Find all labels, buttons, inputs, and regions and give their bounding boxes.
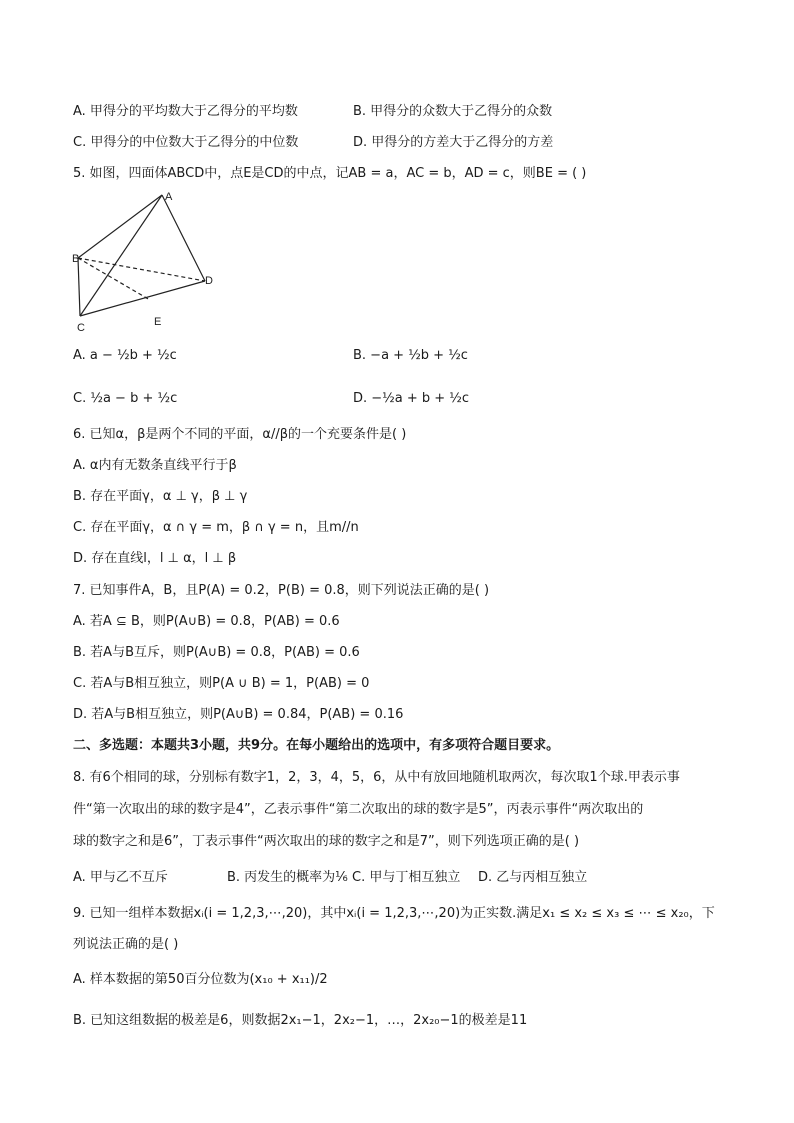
section-multiple-choice-heading: 二、多选题：本题共3小题，共9分。在每小题给出的选项中，有多项符合题目要求。: [73, 738, 560, 753]
vertex-label-a: A: [165, 191, 173, 203]
q8-option-c: C. 甲与丁相互独立: [352, 870, 461, 885]
q8-option-b: B. 丙发生的概率为⅙: [227, 870, 348, 885]
q4-option-c: C. 甲得分的中位数大于乙得分的中位数: [73, 135, 299, 150]
vertex-label-e: E: [154, 316, 162, 328]
edge-cd: [80, 281, 205, 316]
q8-option-d: D. 乙与丙相互独立: [478, 870, 588, 885]
q8-stem-line3: 球的数字之和是6”，丁表示事件“两次取出的球的数字之和是7”，则下列选项正确的是( ): [73, 834, 580, 849]
q9-stem-line1: 9. 已知一组样本数据xᵢ(i = 1,2,3,⋯,20)，其中xᵢ(i = 1,2,3,⋯,20)为正实数.满足x₁ ≤ x₂ ≤ x₃ ≤ ⋯ ≤ x₂₀，下: [73, 906, 715, 921]
q7-stem: 7. 已知事件A，B，且P(A) = 0.2，P(B) = 0.8，则下列说法正确的是( ): [73, 583, 490, 598]
q6-option-c: C. 存在平面γ，α ∩ γ = m，β ∩ γ = n，且m//n: [73, 520, 359, 535]
q5-option-a: A. a − ½b + ½c: [73, 348, 177, 363]
q6-stem: 6. 已知α，β是两个不同的平面，α//β的一个充要条件是( ): [73, 427, 407, 442]
q5-option-c: C. ½a − b + ½c: [73, 391, 178, 406]
q6-option-d: D. 存在直线l，l ⊥ α，l ⊥ β: [73, 551, 237, 566]
q9-option-a: A. 样本数据的第50百分位数为(x₁₀ + x₁₁)/2: [73, 972, 328, 987]
vertex-label-d: D: [205, 275, 213, 287]
q5-option-b: B. −a + ½b + ½c: [353, 348, 468, 363]
q6-option-a: A. α内有无数条直线平行于β: [73, 458, 237, 473]
q6-option-b: B. 存在平面γ，α ⊥ γ，β ⊥ γ: [73, 489, 248, 504]
edge-bc: [78, 258, 80, 316]
q8-stem-line1: 8. 有6个相同的球，分别标有数字1，2，3，4，5，6，从中有放回地随机取两次，每次取1个球.甲表示事: [73, 770, 680, 785]
vertex-label-c: C: [77, 322, 85, 334]
q5-stem: 5. 如图，四面体ABCD中，点E是CD的中点，记AB = a，AC = b，AD = c，则BE = ( ): [73, 166, 587, 181]
q4-option-a: A. 甲得分的平均数大于乙得分的平均数: [73, 104, 298, 119]
q7-option-b: B. 若A与B互斥，则P(A∪B) = 0.8，P(AB) = 0.6: [73, 645, 360, 660]
edge-ad: [162, 195, 205, 281]
q7-option-d: D. 若A与B相互独立，则P(A∪B) = 0.84，P(AB) = 0.16: [73, 707, 404, 722]
q8-stem-line2: 件“第一次取出的球的数字是4”，乙表示事件“第二次取出的球的数字是5”，丙表示事件“两次取出的: [73, 802, 644, 817]
q8-option-a: A. 甲与乙不互斥: [73, 870, 168, 885]
q9-option-b: B. 已知这组数据的极差是6，则数据2x₁−1，2x₂−1，…，2x₂₀−1的极差是11: [73, 1013, 528, 1028]
q7-option-c: C. 若A与B相互独立，则P(A ∪ B) = 1，P(AB) = 0: [73, 676, 370, 691]
vertex-label-b: B: [72, 253, 80, 265]
q4-option-b: B. 甲得分的众数大于乙得分的众数: [353, 104, 553, 119]
tetrahedron-figure: [70, 188, 230, 338]
q4-option-d: D. 甲得分的方差大于乙得分的方差: [353, 135, 554, 150]
q7-option-a: A. 若A ⊆ B，则P(A∪B) = 0.8，P(AB) = 0.6: [73, 614, 340, 629]
q9-stem-line2: 列说法正确的是( ): [73, 937, 179, 952]
edge-ac: [80, 195, 162, 316]
q5-option-d: D. −½a + b + ½c: [353, 391, 470, 406]
edge-ab: [78, 195, 162, 258]
